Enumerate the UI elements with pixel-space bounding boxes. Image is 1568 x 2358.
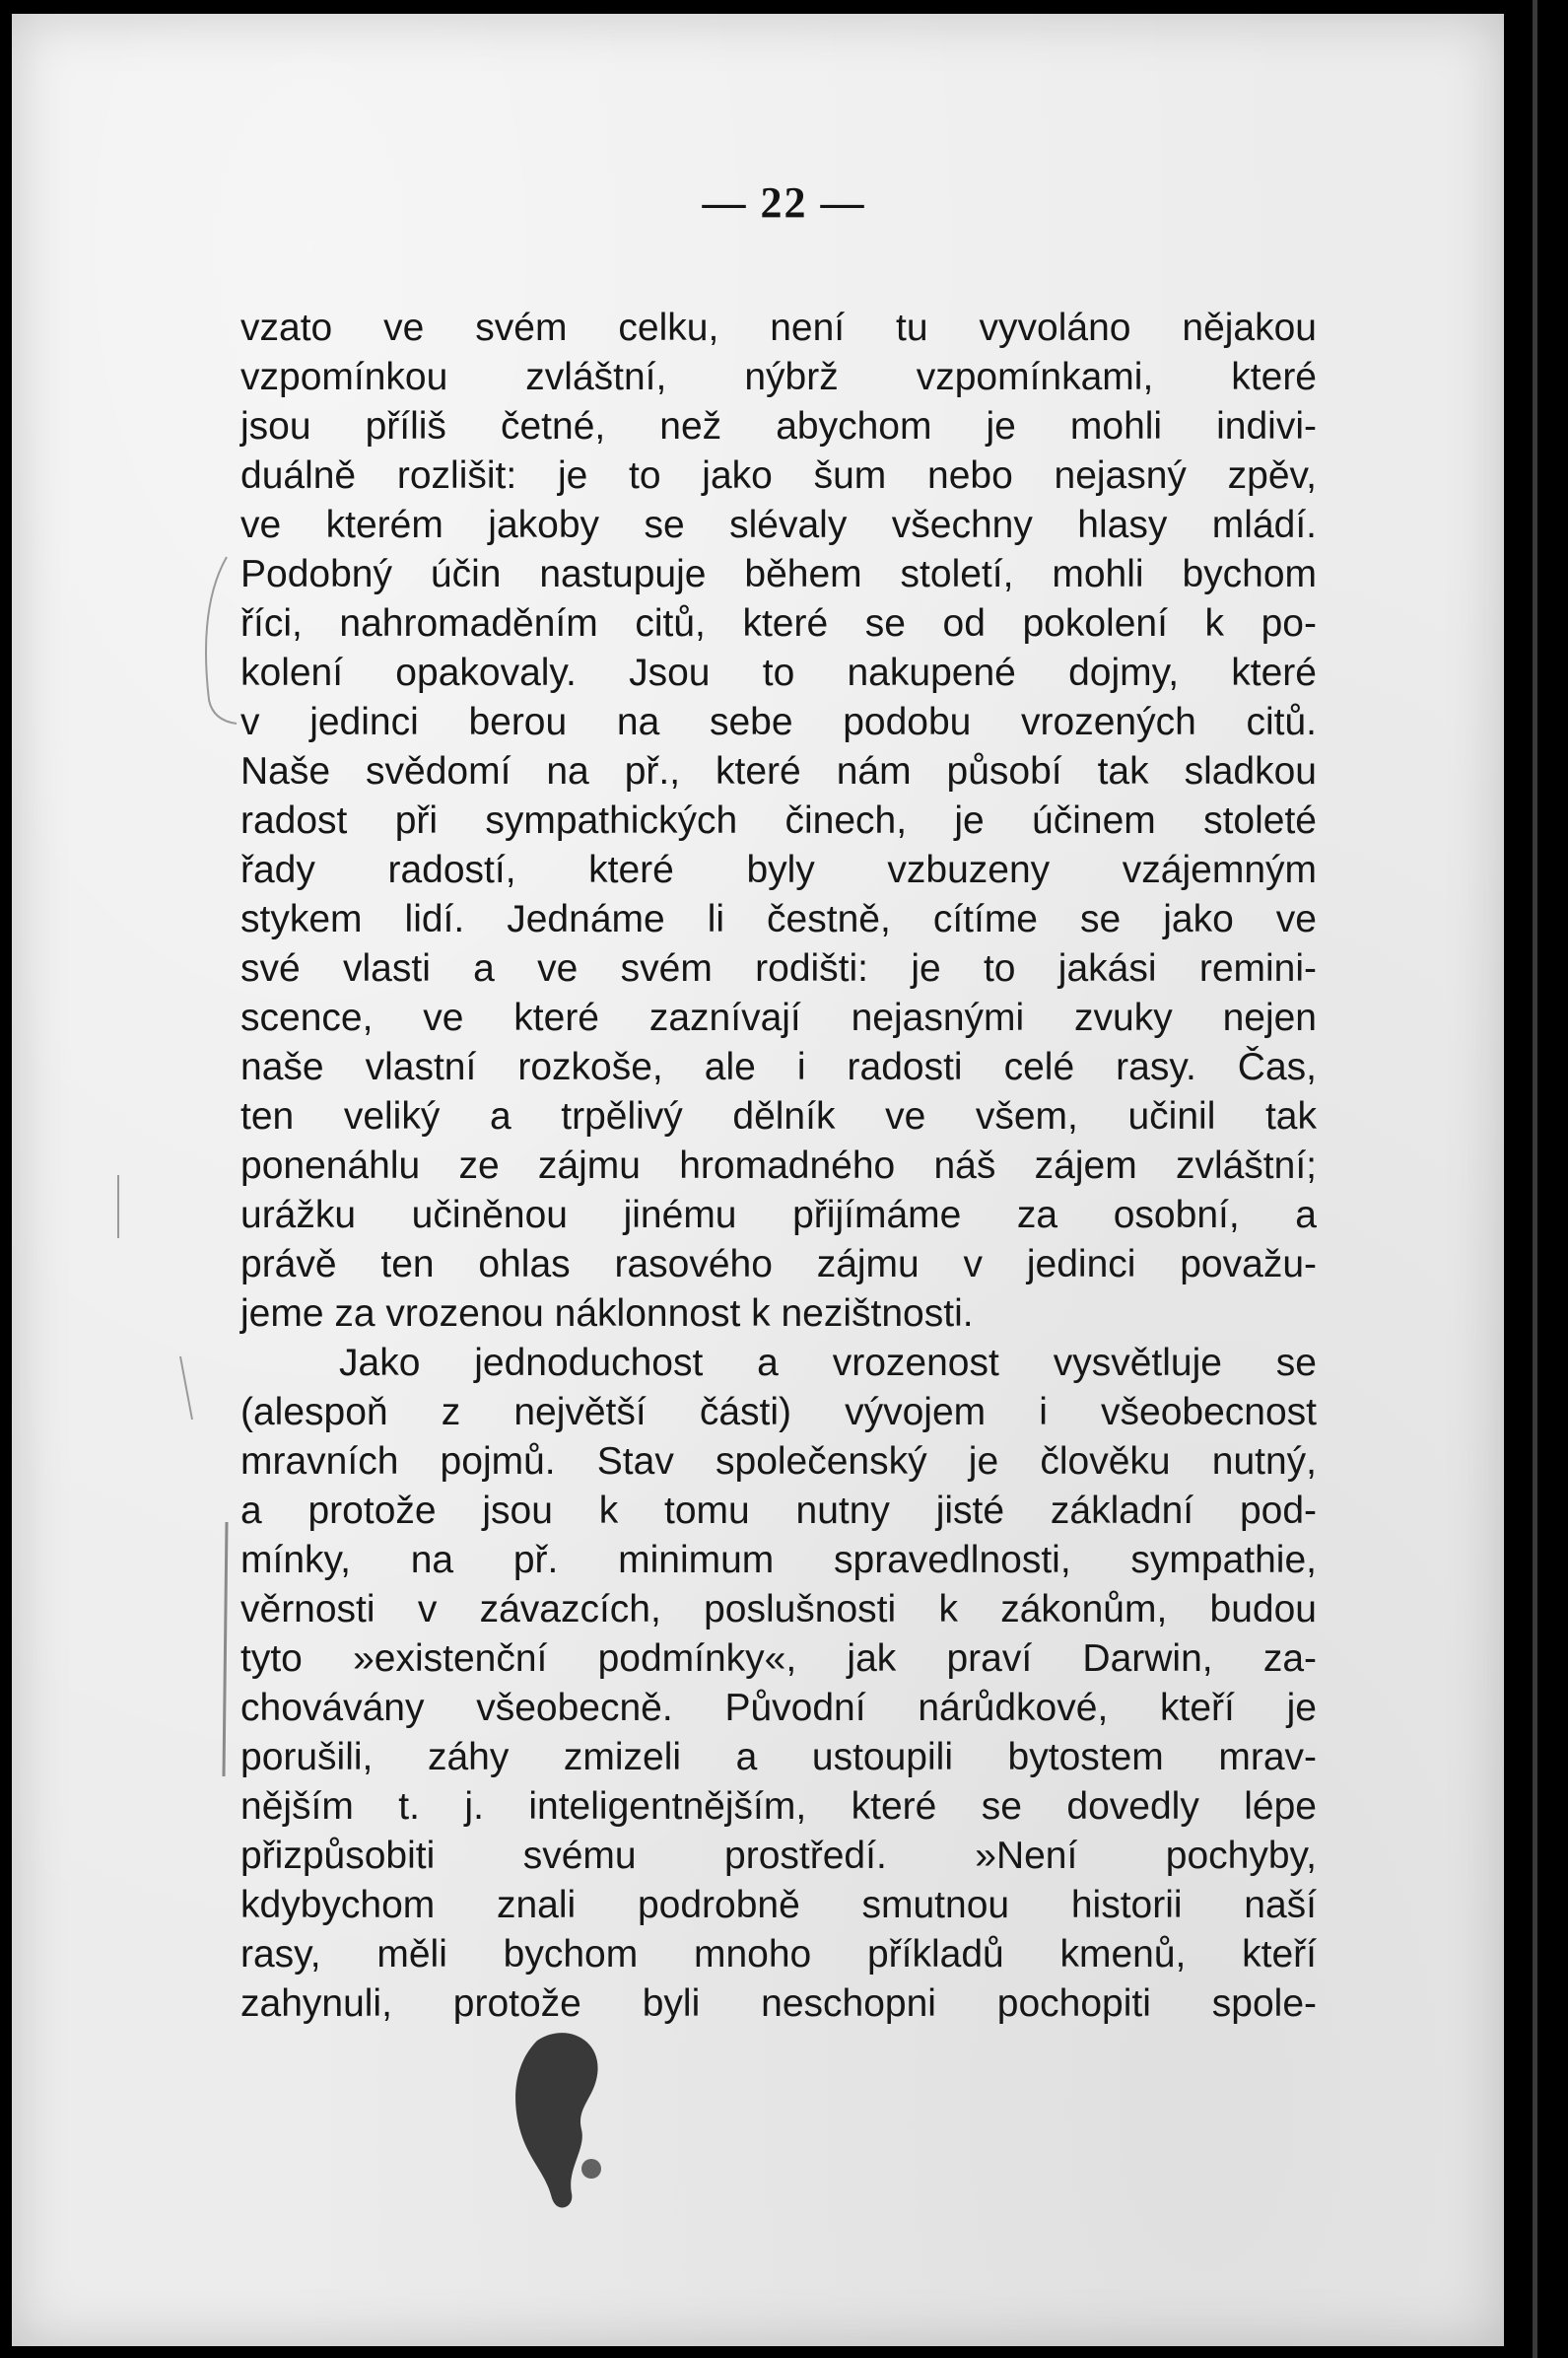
text-line: scence, ve které zaznívají nejasnými zvuky nejen xyxy=(240,997,1317,1039)
text-line: mravních pojmů. Stav společenský je člověku nutný, xyxy=(240,1440,1317,1483)
text-line: ve kterém jakoby se slévaly všechny hlasy mládí. xyxy=(240,504,1317,546)
text-line: nějším t. j. inteligentnějším, které se dovedly lépe xyxy=(240,1785,1317,1828)
text-line: (alespoň z největší části) vývojem i všeobecnost xyxy=(240,1391,1317,1433)
text-line: urážku učiněnou jinému přijímáme za osobní, a xyxy=(240,1194,1317,1236)
text-line: právě ten ohlas rasového zájmu v jedinci považu- xyxy=(240,1243,1317,1285)
pencil-margin-line xyxy=(172,1351,232,1429)
text-line: Podobný účin nastupuje během století, mohli bychom xyxy=(240,553,1317,595)
text-line: říci, nahromaděním citů, které se od pokolení k po- xyxy=(240,602,1317,645)
text-line: stykem lidí. Jednáme li čestně, cítíme se jako ve xyxy=(240,898,1317,940)
text-line: v jedinci berou na sebe podobu vrozených citů. xyxy=(240,701,1317,743)
text-line: Naše svědomí na př., které nám působí tak sladkou xyxy=(240,750,1317,793)
text-line: jsou příliš četné, než abychom je mohli indivi- xyxy=(240,405,1317,448)
ink-blot-stain xyxy=(498,2021,636,2218)
text-line: duálně rozlišit: je to jako šum nebo nejasný zpěv, xyxy=(240,454,1317,497)
paragraph-first-line: Jako jednoduchost a vrozenost vysvětluje se xyxy=(339,1342,1317,1384)
text-line: ponenáhlu ze zájmu hromadného náš zájem zvláštní; xyxy=(240,1144,1317,1187)
body-text xyxy=(240,304,1317,2029)
text-line: vzato ve svém celku, není tu vyvoláno nějakou xyxy=(240,307,1317,349)
text-line: kdybychom znali podrobně smutnou historii naší xyxy=(240,1884,1317,1926)
text-line: jeme za vrozenou náklonnost k nezištnosti. xyxy=(240,1292,974,1335)
text-line: řady radostí, které byly vzbuzeny vzájemným xyxy=(240,849,1317,891)
text-line: své vlasti a ve svém rodišti: je to jakási remini- xyxy=(240,947,1317,990)
text-line: přizpůsobiti svému prostředí. »Není pochyby, xyxy=(240,1835,1317,1877)
text-line: věrnosti v závazcích, poslušnosti k zákonům, budou xyxy=(240,1588,1317,1630)
text-line: ten veliký a trpělivý dělník ve všem, učinil tak xyxy=(240,1095,1317,1138)
text-line: a protože jsou k tomu nutny jisté základní pod- xyxy=(240,1490,1317,1532)
text-line: porušili, záhy zmizeli a ustoupili bytostem mrav- xyxy=(240,1736,1317,1778)
text-line: radost při sympathických činech, je účinem stoleté xyxy=(240,799,1317,842)
text-line: mínky, na př. minimum spravedlnosti, sympathie, xyxy=(240,1539,1317,1581)
text-line: chovávány všeobecně. Původní nárůdkové, kteří je xyxy=(240,1687,1317,1729)
text-line: tyto »existenční podmínky«, jak praví Darwin, za- xyxy=(240,1637,1317,1680)
page-number: — 22 — xyxy=(702,178,866,227)
text-line: vzpomínkou zvláštní, nýbrž vzpomínkami, které xyxy=(240,356,1317,398)
pencil-margin-bracket xyxy=(187,552,246,729)
text-line: rasy, měli bychom mnoho příkladů kmenů, kteří xyxy=(240,1933,1317,1976)
pencil-margin-stroke xyxy=(108,1173,128,1242)
binding-gutter-line xyxy=(1533,0,1537,2358)
pencil-margin-bracket-lower xyxy=(212,1518,241,1784)
text-line: zahynuli, protože byli neschopni pochopiti spole- xyxy=(240,1982,1317,2025)
text-line: naše vlastní rozkoše, ale i radosti celé rasy. Čas, xyxy=(240,1046,1317,1088)
text-line: kolení opakovaly. Jsou to nakupené dojmy, které xyxy=(240,652,1317,694)
